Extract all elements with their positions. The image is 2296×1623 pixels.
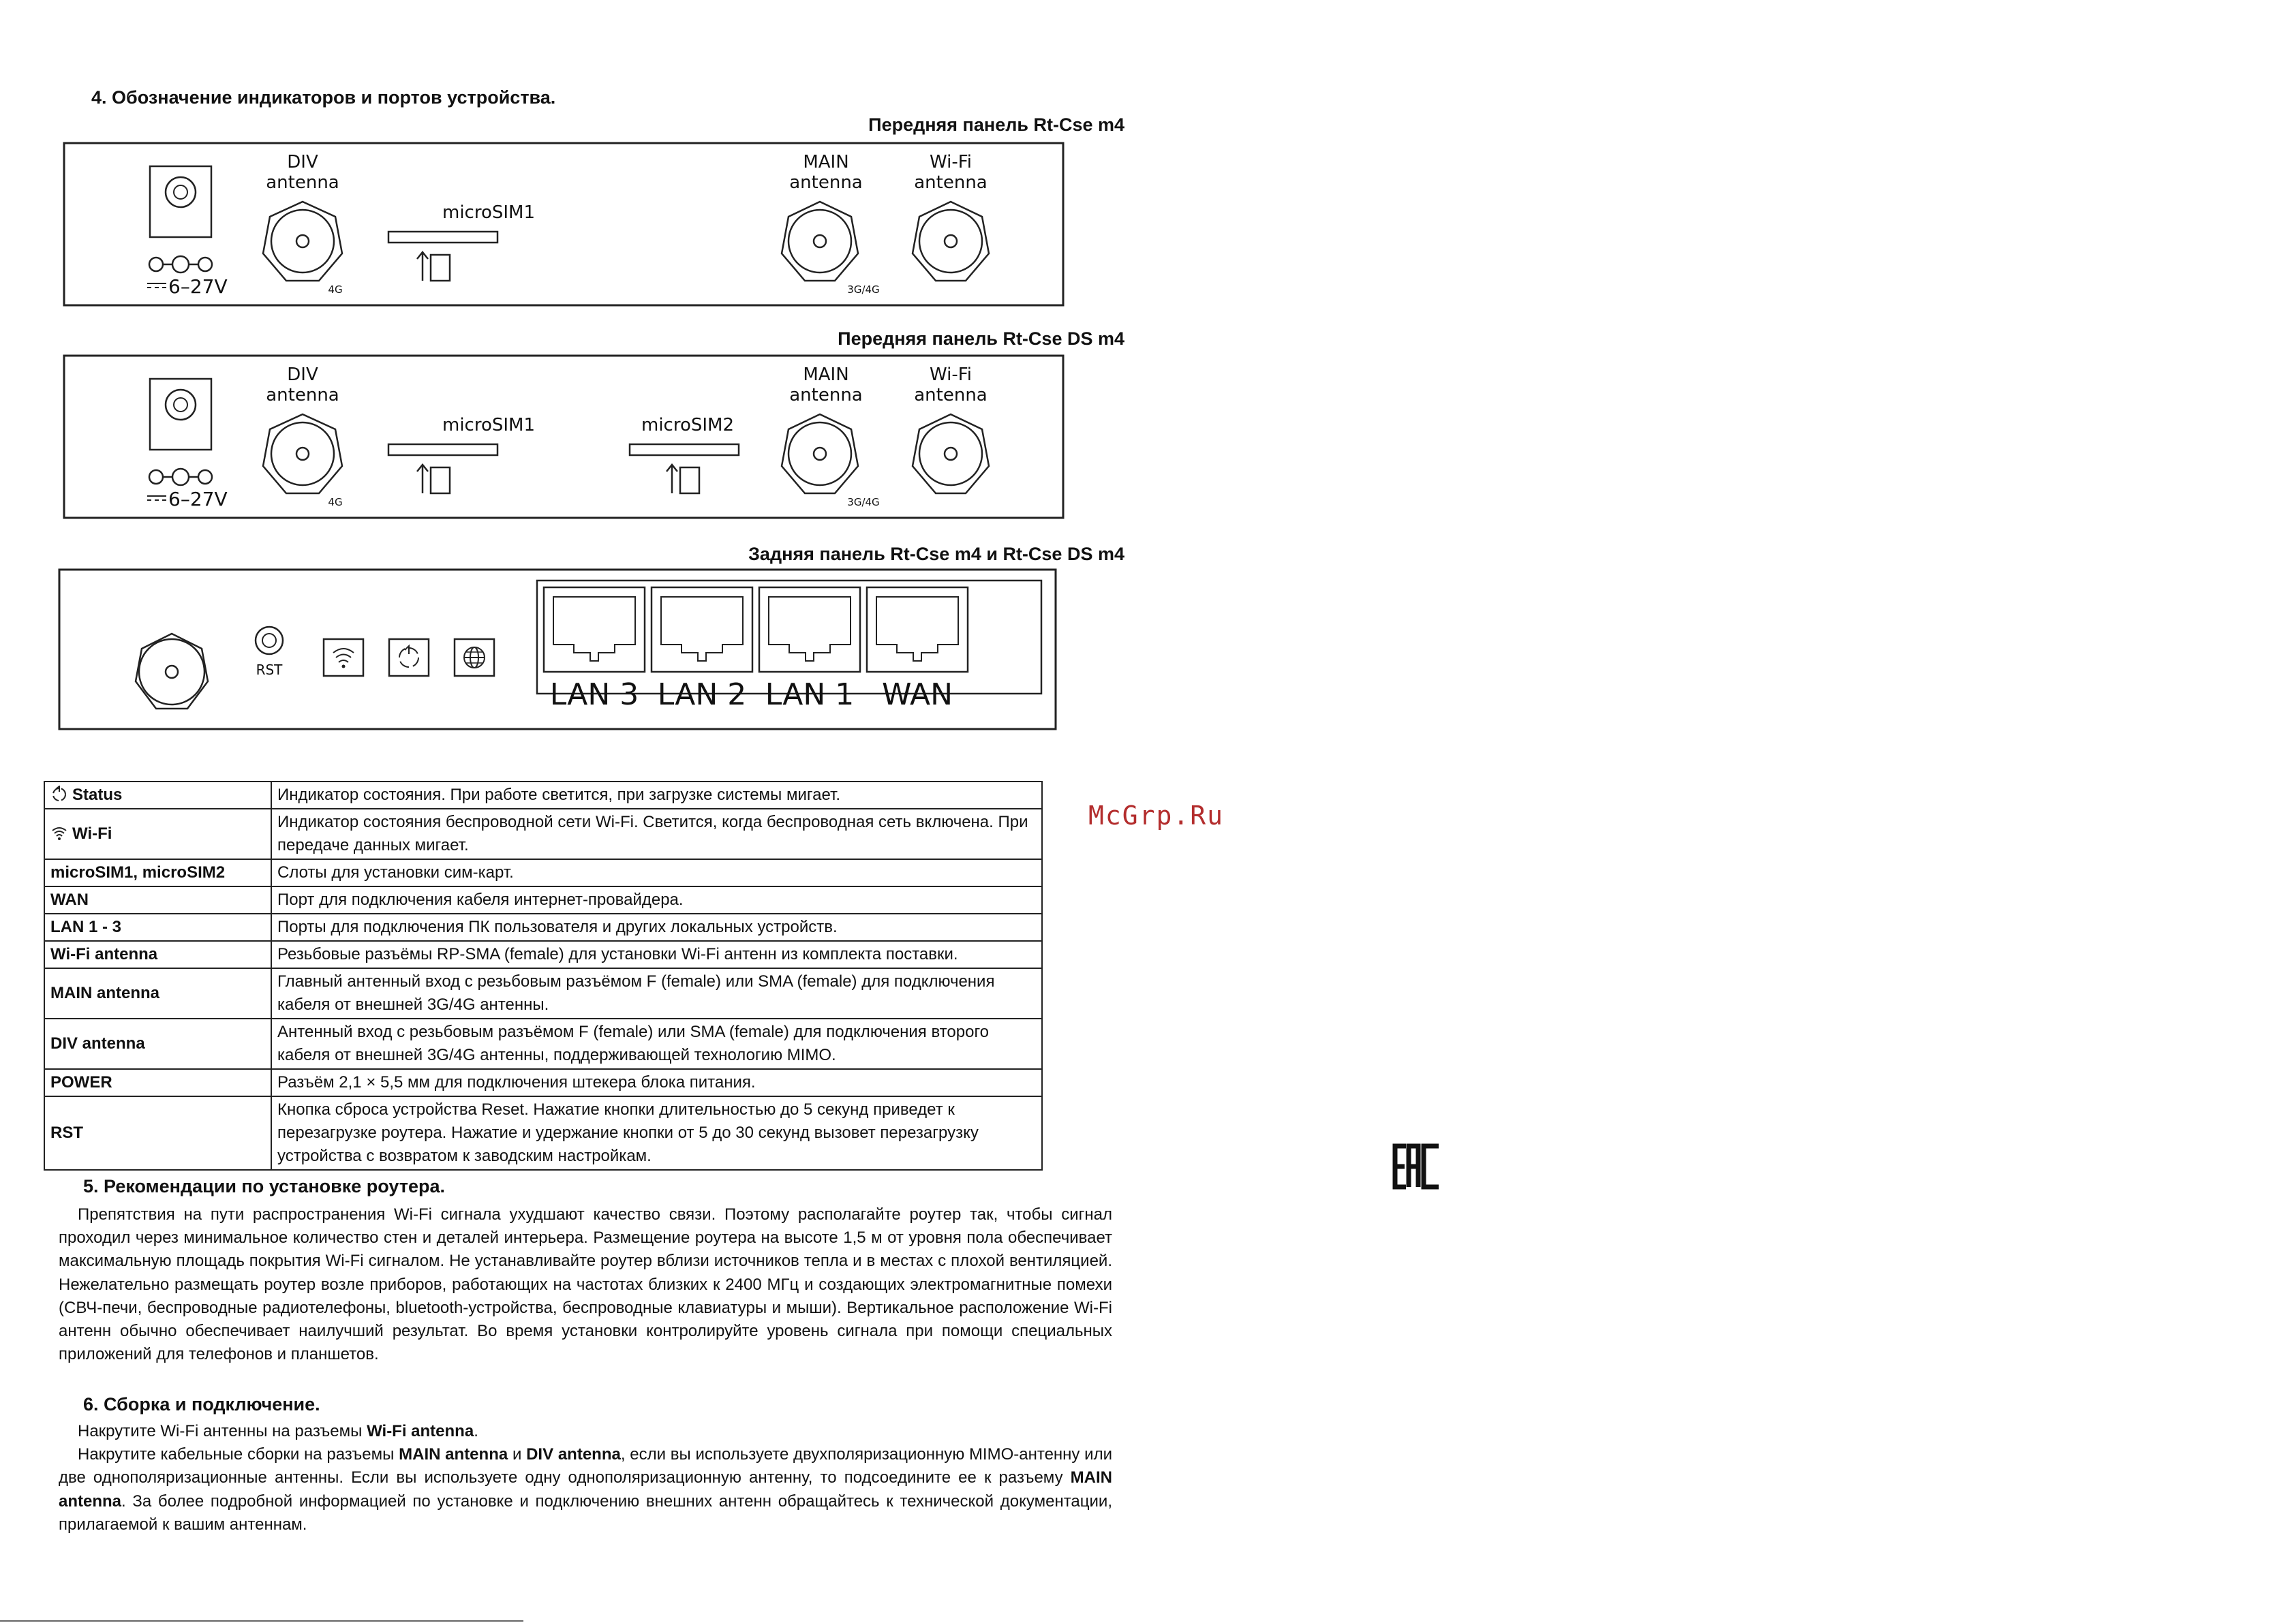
sim-insert-icon <box>417 465 450 493</box>
indicator-ports-table <box>44 781 1043 1171</box>
row-desc: Индикатор состояния. При работе светится, при загрузке системы мигает. <box>271 782 1042 809</box>
div-band: 4G <box>328 496 343 508</box>
lan2-port-icon <box>652 587 752 672</box>
row-desc: Слоты для установки сим-карт. <box>271 859 1042 886</box>
main-label-antenna: antenna <box>789 385 863 405</box>
port-label-lan3: LAN 3 <box>549 677 639 712</box>
table-row <box>44 914 1042 941</box>
front-panel-ds-m4-caption: Передняя панель Rt-Cse DS m4 <box>838 328 1124 349</box>
row-desc: Резьбовые разъёмы RP-SMA (female) для установки Wi-Fi антенн из комплекта поставки. <box>271 941 1042 968</box>
voltage-label: 6–27V <box>168 488 228 510</box>
section-6-title: 6. Сборка и подключение. <box>83 1394 320 1415</box>
sim1-label: microSIM1 <box>442 415 536 435</box>
row-desc: Главный антенный вход с резьбовым разъёмом F (female) или SMA (female) для подключения кабеля от внешней 3G/4G антенны. <box>271 968 1042 1019</box>
row-desc: Порт для подключения кабеля интернет-провайдера. <box>271 886 1042 914</box>
wifi-label: Wi-Fi <box>929 365 973 385</box>
div-band: 4G <box>328 283 343 296</box>
sim-insert-icon <box>417 252 450 281</box>
polarity-icon <box>149 256 212 273</box>
rst-label: RST <box>256 662 283 678</box>
sim2-label: microSIM2 <box>641 415 735 435</box>
lan1-port-icon <box>759 587 860 672</box>
port-label-lan1: LAN 1 <box>765 677 855 712</box>
wifi-antenna-connector-icon <box>913 202 989 281</box>
back-panel-caption: Задняя панель Rt-Cse m4 и Rt-Cse DS m4 <box>748 544 1124 564</box>
div-antenna-connector-icon <box>263 414 342 493</box>
row-name: RST <box>44 1096 271 1170</box>
main-label: MAIN <box>803 365 849 385</box>
footer-divider <box>0 1620 523 1622</box>
sim1-label: microSIM1 <box>442 202 536 223</box>
sim2-slot <box>630 444 739 455</box>
front-panel-m4-diagram <box>63 142 1066 309</box>
watermark: McGrp.Ru <box>1088 801 1225 831</box>
table-row <box>44 782 1042 809</box>
row-name: MAIN antenna <box>44 968 271 1019</box>
row-name: microSIM1, microSIM2 <box>44 859 271 886</box>
row-desc: Антенный вход с резьбовым разъёмом F (female) или SMA (female) для подключения второго кабеля от внешней 3G/4G антенны, поддерживающей технологию MIMO. <box>271 1019 1042 1069</box>
row-name: DIV antenna <box>44 1019 271 1069</box>
back-panel-diagram <box>58 568 1061 733</box>
row-name: Wi-Fi <box>72 824 112 843</box>
section-5-paragraph: Препятствия на пути распространения Wi-Fi сигнала ухудшают качество связи. Поэтому располагайте роутер так, чтобы сигнал проходил через минимальное количество стен и деталей интерьера. Размещение роутера на высоте 1,5 м от уровня пола обеспечивает максимальную площадь покрытия Wi-Fi сигналом. Не устанавливайте роутер вблизи источников тепла и в местах с плохой вентиляцией. Нежелательно размещать роутер возле приборов, работающих на частотах близких к 2400 МГц и создающих электромагнитные помехи (СВЧ-печи, беспроводные радиотелефоны, bluetooth-устройства, беспроводные клавиатуры и мыши). Вертикальное расположение Wi-Fi антенн обычно обеспечивает наилучший результат. Во время установки контролируйте уровень сигнала при помощи специальных приложений для телефонов и планшетов. <box>59 1205 1112 1364</box>
section-6-body <box>59 1420 1112 1536</box>
section-4-title: 4. Обозначение индикаторов и портов устройства. <box>91 87 556 108</box>
div-label-antenna: antenna <box>266 385 339 405</box>
row-desc: Порты для подключения ПК пользователя и других локальных устройств. <box>271 914 1042 941</box>
main-antenna-connector-icon <box>782 414 858 493</box>
div-antenna-connector-icon <box>263 202 342 281</box>
wifi-antenna-connector-icon <box>136 634 208 709</box>
section-5-body <box>59 1203 1112 1366</box>
front-panel-ds-m4-diagram <box>63 354 1066 522</box>
section-5-title: 5. Рекомендации по установке роутера. <box>83 1176 445 1196</box>
main-antenna-connector-icon <box>782 202 858 281</box>
div-label-antenna: antenna <box>266 172 339 193</box>
main-label-antenna: antenna <box>789 172 863 193</box>
table-row <box>44 941 1042 968</box>
internet-led-icon <box>455 639 494 676</box>
wan-port-icon <box>867 587 968 672</box>
row-name: WAN <box>44 886 271 914</box>
row-name: LAN 1 - 3 <box>44 914 271 941</box>
row-desc: Кнопка сброса устройства Reset. Нажатие кнопки длительностью до 5 секунд приведет к перезагрузке роутера. Нажатие и удержание кнопки от 5 до 30 секунд вызовет перезагрузку устройства с возвратом к заводским настройкам. <box>271 1096 1042 1170</box>
table-row <box>44 968 1042 1019</box>
section-6-paragraph-2: Накрутите кабельные сборки на разъемы MAIN antenna и DIV antenna, если вы используете двухполяризационную MIMO-антенну или две однополяризационные антенны. Если вы используете одну однополяризационную антенну, то подсоедините ее к разъему MAIN antenna. За более подробной информацией по установке и подключению внешних антенн обращайтесь к технической документации, прилагаемой к вашим антеннам. <box>59 1445 1112 1534</box>
wifi-label-antenna: antenna <box>914 385 988 405</box>
wifi-led-icon <box>324 639 363 676</box>
front-panel-m4-caption: Передняя панель Rt-Cse m4 <box>868 114 1124 135</box>
sim1-slot <box>388 444 498 455</box>
table-row <box>44 886 1042 914</box>
wifi-label: Wi-Fi <box>929 152 973 172</box>
row-name: POWER <box>44 1069 271 1096</box>
sim1-slot <box>388 232 498 243</box>
sim-insert-icon <box>667 465 699 493</box>
table-row <box>44 809 1042 859</box>
section-6-paragraph-1: Накрутите Wi-Fi антенны на разъемы Wi-Fi antenna. <box>78 1422 478 1440</box>
table-row <box>44 1019 1042 1069</box>
div-label: DIV <box>287 365 318 385</box>
eac-certification-icon <box>1392 1143 1441 1190</box>
row-desc: Разъём 2,1 × 5,5 мм для подключения штекера блока питания. <box>271 1069 1042 1096</box>
status-led-icon <box>389 639 429 676</box>
reset-button-icon <box>256 627 283 654</box>
row-name: Status <box>72 786 123 804</box>
table-row <box>44 859 1042 886</box>
main-band: 3G/4G <box>847 283 880 296</box>
port-label-wan: WAN <box>881 677 953 712</box>
main-label: MAIN <box>803 152 849 172</box>
lan3-port-icon <box>544 587 645 672</box>
wifi-label-antenna: antenna <box>914 172 988 193</box>
wifi-icon <box>50 824 68 841</box>
main-band: 3G/4G <box>847 496 880 508</box>
power-jack-icon <box>147 166 228 298</box>
wifi-antenna-connector-icon <box>913 414 989 493</box>
voltage-label: 6–27V <box>168 275 228 298</box>
row-name: Wi-Fi antenna <box>44 941 271 968</box>
status-icon <box>50 786 68 802</box>
table-row <box>44 1096 1042 1170</box>
row-desc: Индикатор состояния беспроводной сети Wi-Fi. Светится, когда беспроводная сеть включена. При передаче данных мигает. <box>271 809 1042 859</box>
port-label-lan2: LAN 2 <box>657 677 747 712</box>
polarity-icon <box>149 469 212 485</box>
power-jack-icon <box>147 379 228 510</box>
table-row <box>44 1069 1042 1096</box>
div-label: DIV <box>287 152 318 172</box>
